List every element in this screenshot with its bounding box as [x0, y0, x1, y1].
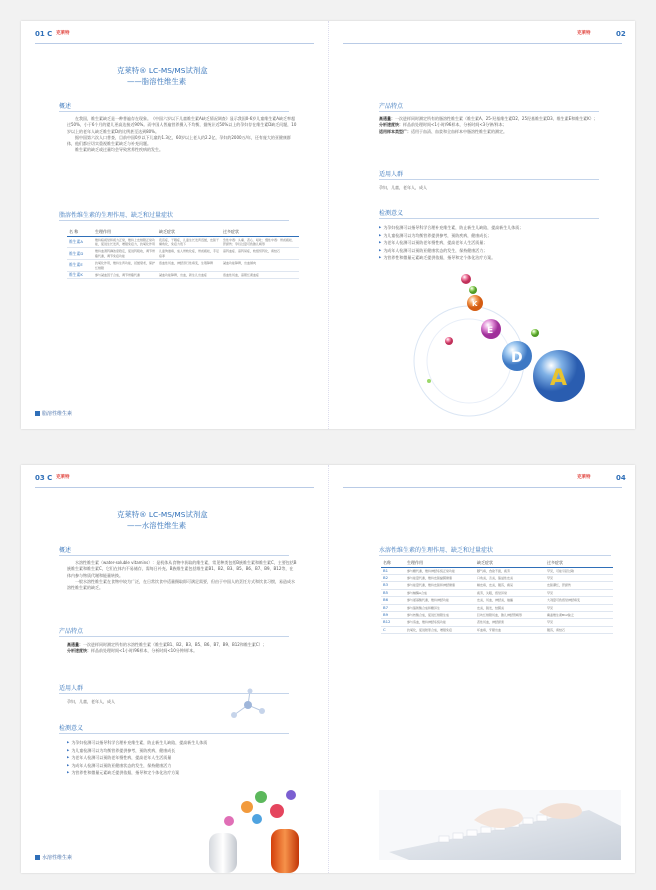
overview-paragraph: 水溶性维生素（water-soluble vitamins）：是机体从食物中获取的维生素，常见种类包括B族维生素和维生素C，主要包括B族维生素和维生素C，它们在体内不易储存，需每日补充。B族维生素包括维生素B1、B2、B3、B5、B6、B7、B9、B12等，在体内参与物质代谢和能量转换。 — [67, 560, 297, 578]
svg-text:E: E — [487, 326, 494, 336]
cell-excess: 皮肤潮红，肝损伤 — [545, 582, 613, 589]
cell-deficiency: 疲劳，失眠，感觉异常 — [475, 589, 545, 596]
title-line-2: ——水溶性维生素 — [127, 521, 187, 530]
meaning-list — [379, 224, 609, 262]
meaning-heading: 检测意义 — [379, 208, 599, 219]
cell-excess: 罕见，可能引起过敏 — [545, 567, 613, 574]
cell-excess: 凝血功能障碍，出血倾向 — [221, 260, 299, 272]
cell-name: B3 — [381, 582, 405, 589]
cell-excess: 罕见 — [545, 574, 613, 581]
cell-excess: 急性中毒：头痛、恶心、呕吐；慢性中毒：骨质疏松、肝损伤；孕妇过量可致胎儿畸形 — [221, 236, 299, 248]
cell-deficiency: 坏血病，牙龈出血 — [475, 626, 545, 633]
cell-name: 维生素D — [67, 248, 93, 260]
cell-name: B12 — [381, 619, 405, 626]
page-04 — [328, 465, 635, 873]
cell-name: B5 — [381, 589, 405, 596]
table-row — [67, 236, 299, 248]
title-line-2: ——脂溶性维生素 — [127, 77, 187, 86]
footer-label: 脂溶性维生素 — [35, 410, 72, 417]
molecule-icon — [226, 685, 276, 725]
cell-function: 参与氨基酸代谢，维持神经功能 — [405, 597, 475, 604]
feature-item: 高通量：一次进样同时测定所有的脂溶性维生素（维生素A、25-羟基维生素D2、25羟基维生素D3、维生素E和维生素K）； — [379, 116, 598, 121]
list-item: ▶ 为成年人检测可以预防亚健康状态的发生，保持健康活力 — [67, 762, 302, 770]
cell-name: 维生素K — [67, 271, 93, 278]
table-row — [381, 574, 613, 581]
overview-heading: 概述 — [59, 545, 289, 556]
cell-excess: 罕见 — [545, 619, 613, 626]
overview-paragraph: 据中国第六次人口普查，目前中国0岁以下儿童约1.3亿，60岁以上老人约2.2亿，孕妇约2000万/年，还有庞大的亚健康群体，他们都应切实重视维生素缺乏与补充问题。 — [67, 134, 291, 147]
table-row — [67, 260, 299, 272]
square-icon — [35, 855, 40, 860]
list-item: ▶ 为营养性和微量元素缺乏提供依据，指导和定个体化治疗方案 — [67, 769, 302, 777]
cell-function: 参与糖代谢，维持神经系统正常功能 — [405, 567, 475, 574]
cell-name: C — [381, 626, 405, 633]
people-text: 孕妇，儿童，老年人，成人 — [67, 699, 115, 704]
overview-heading: 概述 — [59, 101, 289, 112]
cell-excess: 溶血性贫血，高胆红素血症 — [221, 271, 299, 278]
cell-deficiency: 夜盲症，干眼症，儿童生长发育迟缓，皮肤干燥角化，免疫力低下 — [159, 237, 220, 246]
cell-excess: 罕见 — [545, 589, 613, 596]
table-row — [67, 248, 299, 260]
cell-function: 参与辅酶A合成 — [405, 589, 475, 596]
table-row — [381, 589, 613, 596]
page-03 — [21, 465, 328, 873]
table-heading: 脂溶性维生素的生理作用、缺乏和过量症状 — [59, 210, 289, 221]
table-row — [381, 582, 613, 589]
column-header: 过多症状 — [221, 228, 299, 236]
cell-name: B6 — [381, 597, 405, 604]
table-row — [381, 626, 613, 633]
cell-deficiency: 皮炎，脱发，结膜炎 — [475, 604, 545, 611]
feature-item: 适用样本类型广：适用于血清、血浆和全血样本中脂溶性维生素的测定。 — [379, 128, 507, 134]
cell-name: B1 — [381, 567, 405, 574]
cell-function: 参与凝血因子合成，调节骨骼代谢 — [93, 271, 157, 278]
cell-deficiency: 皮炎，贫血，神经炎，抽搐 — [475, 597, 545, 604]
page-number: 04 — [616, 474, 626, 482]
list-item: ▶ 为孕妇检测可以指导科学合理补充维生素，防止新生儿缺陷，提高新生儿体质； — [379, 224, 609, 232]
features-heading: 产品特点 — [379, 101, 599, 112]
cell-excess: 掩盖维生素B12缺乏 — [545, 611, 613, 618]
cell-function: 维持血清钙磷浓度稳定，促进钙吸收，调节骨骼代谢，调节免疫功能 — [95, 249, 156, 258]
features-heading: 产品特点 — [59, 626, 289, 637]
cell-name: 维生素E — [67, 260, 93, 272]
cell-deficiency: 恶性贫血，神经损害 — [475, 619, 545, 626]
cell-excess: 腹泻，肾结石 — [545, 626, 613, 633]
table-header-row — [67, 228, 299, 236]
cell-name: B2 — [381, 574, 405, 581]
water-vitamin-table — [381, 559, 613, 634]
vitamin-bubbles-illustration — [409, 271, 599, 421]
page-number: 03 C — [35, 474, 53, 482]
list-item: ▶ 为老年人检测可以预防老年慢性病，提高老年人生活质量； — [379, 239, 609, 247]
page-01 — [21, 21, 328, 429]
spread-fat-soluble — [21, 21, 635, 429]
feature-item: 分析速度快：样品前处理时间<1小时/96样本，分析时间<10分钟/样本。 — [67, 648, 198, 654]
list-item: ▶ 为儿童检测可以为均衡营养提供参考，预防疾病，健康成长； — [379, 232, 609, 240]
overview-paragraph: 一般水溶性维生素在食物中较为广泛，在日常饮食中适量摄取即可满足需要，但由于中国人的烹饪方式和饮食习惯，易造成水溶性维生素的缺乏。 — [67, 578, 295, 591]
cell-function: 维持暗视觉和视力正常，维持上皮细胞正常功能，促进生长发育，增强免疫力，抗氧化作用 — [95, 237, 156, 246]
square-icon — [35, 411, 40, 416]
svg-text:A: A — [550, 366, 568, 391]
cell-excess: 罕见 — [545, 604, 613, 611]
title-line-1: 克莱特® LC-MS/MS试剂盒 — [117, 510, 208, 519]
cell-name: B7 — [381, 604, 405, 611]
cell-deficiency: 儿童佝偻病，成人骨软化症，骨质疏松，手足痉挛 — [159, 249, 220, 258]
cell-function: 参与能量代谢，维持皮肤黏膜健康 — [405, 574, 475, 581]
cell-function: 参与脂肪酸合成和糖异生 — [405, 604, 475, 611]
fat-vitamin-table — [67, 228, 299, 279]
column-header: 缺乏症状 — [475, 559, 545, 567]
meaning-heading: 检测意义 — [59, 723, 289, 734]
list-item: ▶ 为成年人检测可以预防亚健康状态的发生，保持健康活力； — [379, 247, 609, 255]
cell-function: 抗氧化，促进胶原合成，增强免疫 — [405, 626, 475, 633]
cell-function: 参与能量代谢，维持皮肤和神经健康 — [405, 582, 475, 589]
column-header: 名 称 — [67, 228, 93, 236]
overview-paragraph: 在我国，维生素缺乏是一种普遍存在现象。《中国六岁以下儿童维生素A缺乏情况调查》显示我国0-6岁儿童维生素A缺乏率超过50%，小于6个月的婴儿更高达接近90%。而中国人普遍营养摄入不均衡，据统计近50%以上的孕妇存在维生素D缺乏问题，10岁以上的老年人缺乏维生素D的比例甚至达到80%。 — [67, 116, 297, 134]
cell-deficiency: 脚气病，食欲不振，疲劳 — [475, 567, 545, 574]
svg-text:D: D — [511, 350, 523, 366]
cell-function: 参与核酸合成，促进红细胞生成 — [405, 611, 475, 618]
overview-text — [67, 116, 297, 154]
cell-name: 维生素A — [67, 236, 93, 248]
cell-deficiency: 凝血功能障碍，出血，新生儿出血症 — [157, 271, 221, 278]
brand-label: 克莱特 — [56, 475, 70, 480]
column-header: 生理作用 — [405, 559, 475, 567]
table-row — [381, 597, 613, 604]
list-item: ▶ 为儿童检测可以为均衡营养提供参考，预防疾病，健康成长 — [67, 747, 302, 755]
page-02 — [328, 21, 635, 429]
page-title — [117, 65, 208, 87]
column-header: 过多症状 — [545, 559, 613, 567]
cell-function: 抗氧化作用，维持生育功能，延缓衰老，保护红细胞 — [95, 261, 156, 270]
table-row — [381, 567, 613, 574]
cell-excess: 大剂量可致感觉神经病变 — [545, 597, 613, 604]
page-number: 01 C — [35, 30, 53, 38]
brand-label: 克莱特 — [577, 31, 591, 36]
table-heading: 水溶性维生素的生理作用、缺乏和过量症状 — [379, 545, 611, 556]
column-header: 名称 — [381, 559, 405, 567]
brand-label: 克莱特 — [577, 475, 591, 480]
cell-deficiency: 糙皮病，皮炎，腹泻，痴呆 — [475, 582, 545, 589]
list-item: ▶ 为营养性和微量元素缺乏提供依据，指导和定个体化治疗方案。 — [379, 254, 609, 262]
people-text: 孕妇，儿童，老年人，成人 — [379, 185, 427, 190]
table-header-row — [381, 559, 613, 567]
capsules-illustration — [199, 783, 328, 873]
table-row — [381, 604, 613, 611]
keyboard-hands-photo — [379, 790, 621, 860]
feature-item: 分析速度快：样品前处理时间<1小时/96样本，分析时间<3分钟/样本； — [379, 122, 507, 128]
column-header: 缺乏症状 — [157, 228, 221, 236]
cell-deficiency: 巨幼红细胞贫血，胎儿神经管畸形 — [475, 611, 545, 618]
spread-water-soluble — [21, 465, 635, 873]
column-header: 生理作用 — [93, 228, 157, 236]
feature-item: 高通量：一次进样同时测定所有的水溶性维生素（维生素B1、B2、B3、B5、B6、B7、B9、B12和维生素C）； — [67, 642, 267, 647]
page-number: 02 — [616, 30, 626, 38]
cell-excess: 高钙血症、高钙尿症，软组织钙化，肾结石 — [221, 248, 299, 260]
cell-name: B9 — [381, 611, 405, 618]
cell-deficiency: 口角炎，舌炎，脂溢性皮炎 — [475, 574, 545, 581]
people-heading: 适用人群 — [379, 169, 599, 180]
overview-text — [67, 560, 297, 591]
brand-label: 克莱特 — [56, 31, 70, 36]
footer-label: 水溶性维生素 — [35, 854, 72, 861]
list-item: ▶ 为老年人检测可以预防老年慢性病，提高老年人生活质量 — [67, 754, 302, 762]
page-title — [117, 509, 208, 531]
table-row — [381, 619, 613, 626]
list-item: ▶ 为孕妇检测可以指导科学合理补充维生素，防止新生儿缺陷，提高新生儿体质 — [67, 739, 302, 747]
title-line-1: 克莱特® LC-MS/MS试剂盒 — [117, 66, 208, 75]
people-heading: 适用人群 — [59, 683, 289, 694]
table-row — [67, 271, 299, 278]
cell-deficiency: 溶血性贫血，神经退行性病变，生殖障碍 — [157, 260, 221, 272]
features-list — [67, 642, 295, 655]
features-list — [379, 116, 604, 135]
svg-text:K: K — [472, 300, 478, 308]
cell-function: 参与造血，维持神经系统功能 — [405, 619, 475, 626]
table-row — [381, 611, 613, 618]
meaning-list — [67, 739, 302, 777]
overview-paragraph: 维生素的缺乏或过量均会导致营养性疾病的发生。 — [75, 147, 163, 153]
